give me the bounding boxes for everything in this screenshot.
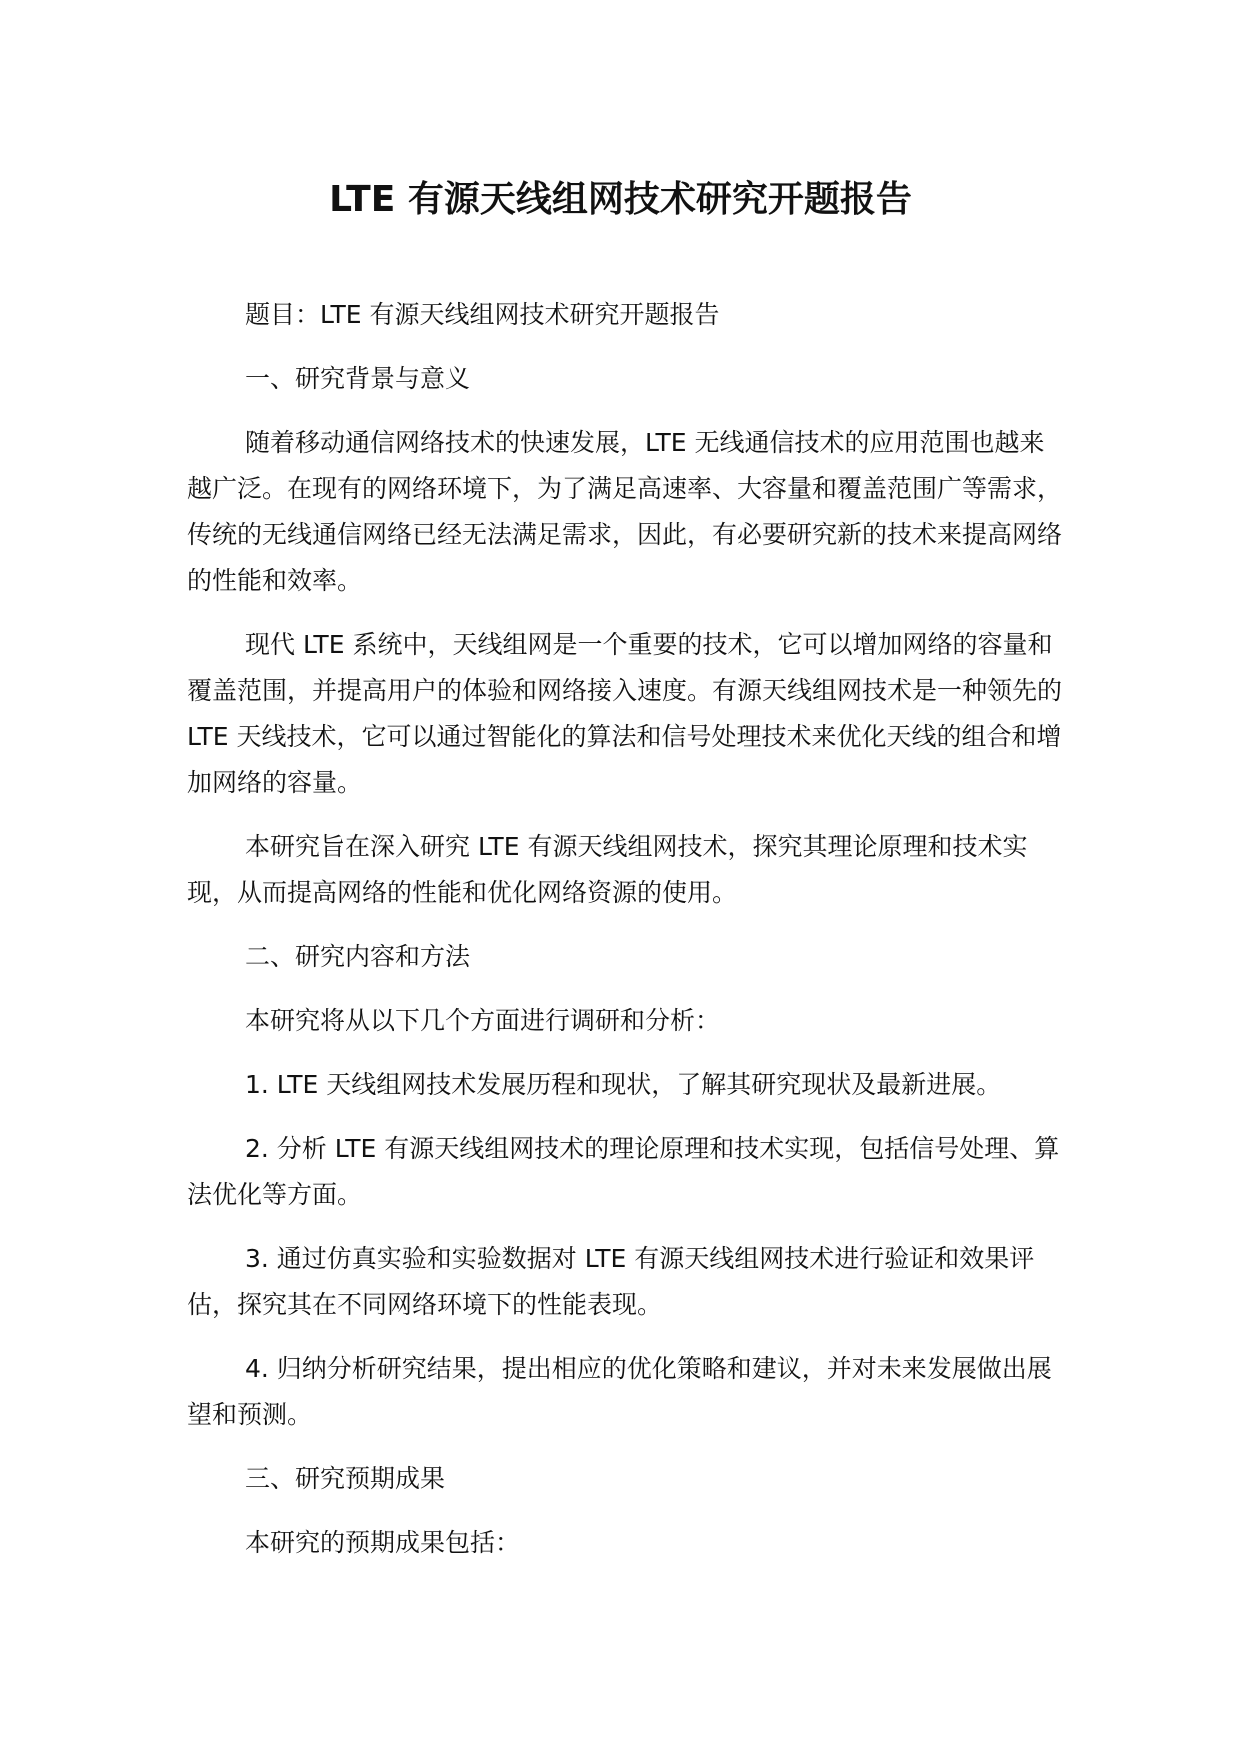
background-paragraph-3: 本研究旨在深入研究 LTE 有源天线组网技术，探究其理论原理和技术实现，从而提高网络的性能和优化网络资源的使用。 — [187, 832, 1028, 907]
background-paragraph-2: 现代 LTE 系统中，天线组网是一个重要的技术，它可以增加网络的容量和覆盖范围，并提高用户的体验和网络接入速度。有源天线组网技术是一种领先的 LTE 天线技术，它可以通过智能化的算法和信号处理技术来优化天线的组合和增加网络的容量。 — [187, 630, 1063, 797]
background-paragraph-1: 随着移动通信网络技术的快速发展，LTE 无线通信技术的应用范围也越来越广泛。在现有的网络环境下，为了满足高速率、大容量和覆盖范围广等需求，传统的无线通信网络已经无法满足需求，因此，有必要研究新的技术来提高网络的性能和效率。 — [187, 428, 1063, 595]
methods-item-3: 3. 通过仿真实验和实验数据对 LTE 有源天线组网技术进行验证和效果评估，探究其在不同网络环境下的性能表现。 — [187, 1244, 1035, 1319]
document-body — [187, 292, 1067, 1584]
subject-line: 题目：LTE 有源天线组网技术研究开题报告 — [245, 300, 720, 329]
document-title: LTE 有源天线组网技术研究开题报告 — [329, 179, 912, 220]
outcomes-intro: 本研究的预期成果包括： — [245, 1528, 521, 1557]
methods-item-4: 4. 归纳分析研究结果，提出相应的优化策略和建议，并对未来发展做出展望和预测。 — [187, 1354, 1052, 1429]
section-heading-background: 一、研究背景与意义 — [245, 364, 471, 393]
section-heading-outcomes: 三、研究预期成果 — [245, 1464, 446, 1493]
methods-item-2: 2. 分析 LTE 有源天线组网技术的理论原理和技术实现，包括信号处理、算法优化等方面。 — [187, 1134, 1060, 1209]
section-heading-methods: 二、研究内容和方法 — [245, 942, 471, 971]
methods-item-1: 1. LTE 天线组网技术发展历程和现状，了解其研究现状及最新进展。 — [245, 1070, 1002, 1099]
methods-intro: 本研究将从以下几个方面进行调研和分析： — [245, 1006, 721, 1035]
